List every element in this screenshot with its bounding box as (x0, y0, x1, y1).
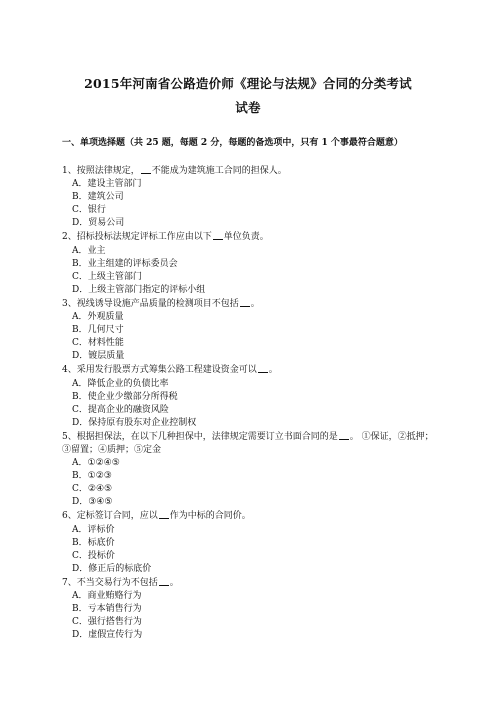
answer-blank (258, 363, 268, 373)
question-item (62, 509, 436, 575)
option-c: C．银行 (72, 205, 106, 216)
exam-title-continued: 试卷 (235, 100, 261, 115)
question-stem: 3、视线诱导设施产品质量的检测项目不包括 。 (62, 298, 260, 309)
option-b: B．建筑公司 (72, 192, 124, 203)
answer-blank (213, 230, 223, 240)
option-d: D．修正后的标底价 (72, 563, 152, 574)
option-b: B．业主组建的评标委员会 (72, 258, 178, 269)
answer-blank (159, 509, 169, 519)
answer-blank (339, 430, 349, 440)
option-c: C．提高企业的融资风险 (72, 404, 169, 415)
option-d: D．保持原有股东对企业控制权 (72, 417, 197, 428)
option-c: C．材料性能 (72, 338, 124, 349)
question-item (62, 297, 436, 363)
question-item (62, 363, 436, 429)
option-b: B．①②③ (72, 471, 112, 482)
question-item (62, 430, 436, 510)
option-d: D．③④⑤ (72, 497, 113, 508)
option-d: D．贸易公司 (72, 218, 125, 229)
question-stem: 6、定标签订合同，应以 作为中标的合同价。 (62, 511, 251, 522)
option-c: C．强行搭售行为 (72, 617, 142, 628)
option-a: A．降低企业的负债比率 (72, 378, 169, 389)
question-stem: 4、采用发行股票方式筹集公路工程建设资金可以 。 (62, 365, 278, 376)
option-b: B．标底价 (72, 537, 115, 548)
option-a: A．商业贿赂行为 (72, 591, 142, 601)
question-item (62, 164, 436, 230)
section-heading: 一、单项选择题（共 25 题，每题 2 分，每题的备选项中，只有 1 个事最符合题意） (62, 138, 403, 148)
option-b: B．亏本销售行为 (72, 604, 142, 615)
question-stem: 5、根据担保法，在以下几种担保中，法律规定需要订立书面合同的是 。 ①保证，②抵押；③留置；④质押；⑤定金 (62, 431, 434, 455)
option-a: A．业主 (72, 245, 106, 256)
question-stem: 2、招标投标法规定评标工作应由以下 单位负责。 (62, 232, 269, 243)
option-a: A．外观质量 (72, 312, 124, 323)
answer-blank (240, 297, 250, 307)
option-c: C．②④⑤ (72, 484, 113, 495)
answer-blank (159, 576, 169, 586)
question-stem: 7、不当交易行为不包括 。 (62, 577, 179, 588)
option-b: B．几何尺寸 (72, 325, 124, 336)
answer-blank (141, 164, 151, 174)
question-item (62, 576, 436, 642)
option-c: C．投标价 (72, 550, 115, 561)
question-item (62, 230, 436, 296)
option-d: D．虚假宣传行为 (72, 630, 143, 641)
option-b: B．使企业少缴部分所得税 (72, 391, 178, 402)
option-a: A．评标价 (72, 524, 115, 535)
option-a: A．建设主管部门 (72, 179, 142, 190)
question-stem: 1、按照法律规定， 不能成为建筑施工合同的担保人。 (62, 166, 287, 176)
exam-title: 2015年河南省公路造价师《理论与法规》合同的分类考试 (84, 76, 412, 91)
option-d: D．上级主管部门指定的评标小组 (72, 284, 206, 295)
option-d: D．镀层质量 (72, 351, 125, 362)
option-a: A．①②④⑤ (72, 458, 120, 469)
question-list (62, 164, 436, 642)
option-c: C．上级主管部门 (72, 271, 142, 282)
